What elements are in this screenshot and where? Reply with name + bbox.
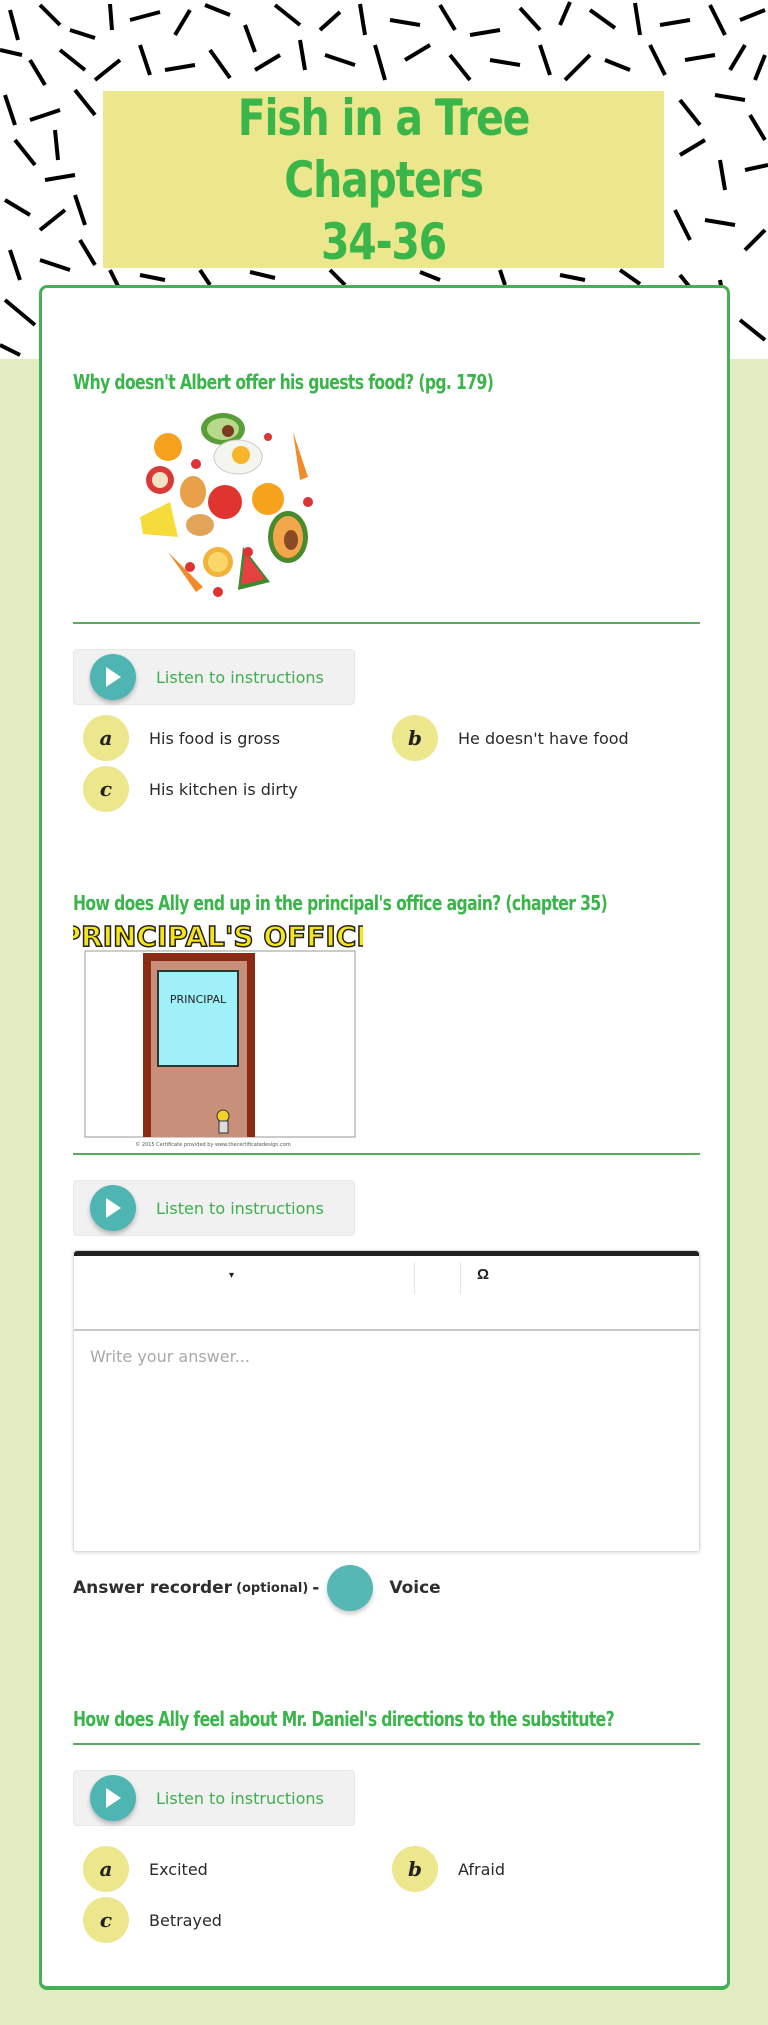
question-1-title: Why doesn't Albert offer his guests food? (pg. 179) [73,370,494,394]
choice-letter-badge: a [83,1846,129,1892]
listen-to-instructions-button[interactable] [73,649,355,705]
play-icon [90,654,136,700]
listen-label: Listen to instructions [156,1198,324,1218]
question-2-title: How does Ally end up in the principal's office again? (chapter 35) [73,891,608,915]
choice-text: Excited [149,1859,208,1879]
choice-letter-badge: c [83,1897,129,1943]
svg-text:PRINCIPAL: PRINCIPAL [169,993,227,1006]
food-illustration-image [128,402,328,602]
recorder-dash: - [312,1578,320,1598]
answer-textarea[interactable] [74,1331,699,1549]
play-icon [90,1185,136,1231]
listen-label: Listen to instructions [156,667,324,687]
worksheet-title-banner [103,88,664,271]
toolbar-separator [414,1262,415,1294]
svg-text:© 2015 Certificate provided by: © 2015 Certificate provided by www.thecertificatedesign.com [135,1142,291,1148]
choice-text: Afraid [458,1859,505,1879]
principal-office-door-icon [73,921,363,1149]
recorder-label: Answer recorder [73,1578,233,1598]
choice-letter-badge: a [83,715,129,761]
choice-letter-badge: b [392,1846,438,1892]
rich-text-answer-editor [73,1250,700,1552]
choice-b[interactable] [392,1846,505,1892]
play-icon [90,1775,136,1821]
choice-b[interactable] [392,715,629,761]
svg-text:PRINCIPAL'S OFFICE: PRINCIPAL'S OFFICE [73,921,363,953]
answer-recorder [73,1564,700,1612]
recorder-optional-label: (optional) [236,1580,309,1596]
toolbar-separator [460,1262,461,1294]
choice-letter-badge: b [392,715,438,761]
answer-choices [73,1846,700,1956]
choice-c[interactable] [83,1897,222,1943]
question-3 [73,1707,700,1956]
listen-to-instructions-button[interactable] [73,1180,355,1236]
worksheet-card [39,285,730,1990]
listen-to-instructions-button[interactable] [73,1770,355,1826]
choice-a[interactable] [83,715,280,761]
question-3-title: How does Ally feel about Mr. Daniel's directions to the substitute? [73,1707,615,1731]
title-line-2: 34-36 [321,212,446,271]
choice-text: Betrayed [149,1910,222,1930]
listen-label: Listen to instructions [156,1788,324,1808]
answer-choices [73,715,700,825]
record-voice-button[interactable] [327,1565,373,1611]
question-2 [73,891,700,1612]
editor-toolbar [74,1256,699,1331]
choice-c[interactable] [83,766,298,812]
choice-text: His kitchen is dirty [149,779,298,799]
choice-text: His food is gross [149,728,281,748]
question-2-divider [73,1153,700,1155]
title-line-1: Fish in a Tree Chapters [237,88,530,209]
question-1 [73,370,700,825]
choice-a[interactable] [83,1846,208,1892]
page-title [153,87,613,273]
question-1-divider [73,622,700,624]
principals-office-image [73,921,363,1149]
food-circle-icon [128,402,328,602]
choice-letter-badge: c [83,766,129,812]
question-3-divider [73,1743,700,1745]
special-character-omega-icon[interactable]: Ω [477,1266,490,1283]
choice-text: He doesn't have food [458,728,629,748]
format-dropdown-caret-icon[interactable]: ▾ [229,1270,235,1281]
voice-label: Voice [389,1578,441,1598]
